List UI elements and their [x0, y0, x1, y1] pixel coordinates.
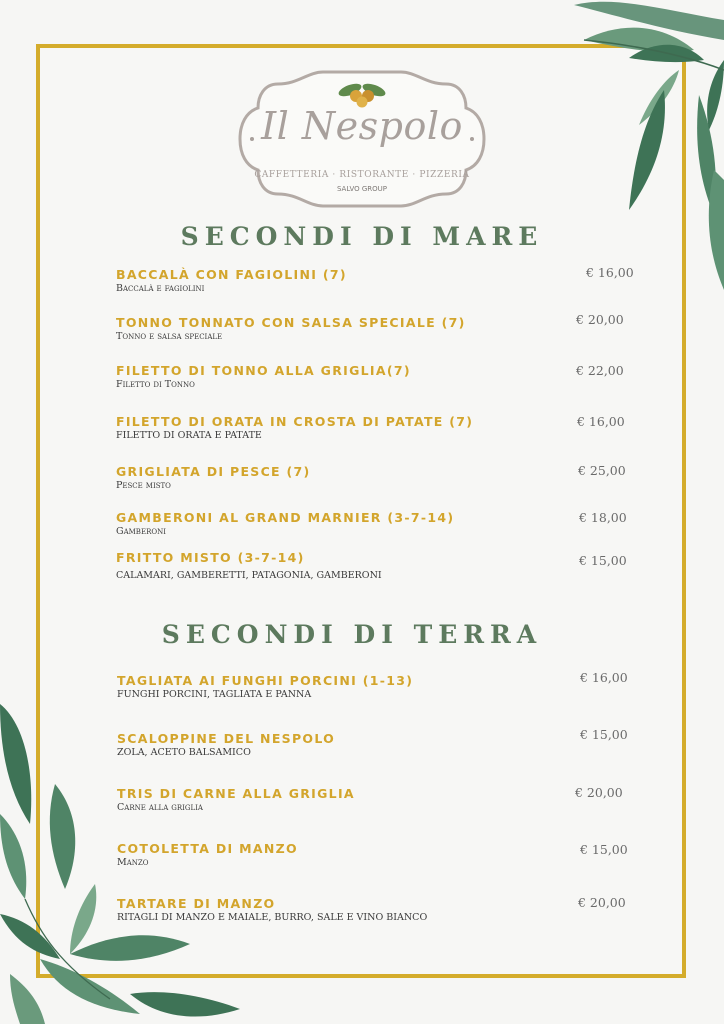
item-description: Filetto di Tonno: [116, 379, 195, 390]
logo-group: SALVO GROUP: [336, 185, 388, 193]
item-price: € 15,00: [580, 842, 628, 857]
item-name: BACCALÀ CON FAGIOLINI (7): [116, 267, 347, 282]
item-name: FILETTO DI TONNO ALLA GRIGLIA(7): [116, 363, 411, 378]
item-description: Pesce misto: [116, 480, 171, 491]
menu-item: [116, 510, 627, 537]
menu-item: [117, 895, 626, 923]
menu-item: [116, 463, 626, 491]
item-price: € 16,00: [586, 265, 634, 280]
item-name: GAMBERONI AL GRAND MARNIER (3-7-14): [116, 510, 455, 525]
item-description: Carne alla griglia: [117, 802, 203, 813]
menu-item: [116, 414, 625, 441]
item-name: TARTARE DI MANZO: [117, 896, 276, 911]
item-description: Manzo: [117, 857, 149, 868]
logo-title: Il Nespolo: [261, 104, 463, 148]
section-title-terra: SECONDI DI TERRA: [161, 620, 543, 649]
item-name: SCALOPPINE DEL NESPOLO: [117, 731, 336, 746]
logo-subtitle: CAFFETTERIA · RISTORANTE · PIZZERIA: [254, 170, 470, 180]
menu-item: [116, 312, 624, 342]
menu-item: [116, 363, 624, 390]
item-description: FILETTO DI ORATA E PATATE: [116, 430, 262, 441]
item-name: COTOLETTA DI MANZO: [117, 841, 298, 856]
item-price: € 22,00: [576, 363, 624, 378]
item-description: Baccalà e fagiolini: [116, 283, 205, 294]
item-price: € 16,00: [577, 414, 625, 429]
item-price: € 20,00: [578, 895, 626, 910]
item-name: FRITTO MISTO (3-7-14): [116, 550, 305, 565]
item-name: TRIS DI CARNE ALLA GRIGLIA: [117, 786, 355, 801]
item-description: Gamberoni: [116, 526, 166, 537]
menu-item: [117, 727, 628, 758]
item-name: GRIGLIATA DI PESCE (7): [116, 464, 311, 479]
item-price: € 20,00: [575, 785, 623, 800]
item-name: FILETTO DI ORATA IN CROSTA DI PATATE (7): [116, 414, 474, 429]
restaurant-logo: [238, 66, 486, 212]
item-name: TAGLIATA AI FUNGHI PORCINI (1-13): [117, 673, 414, 688]
menu-item: [116, 265, 634, 294]
menu-item: [117, 670, 628, 700]
item-price: € 15,00: [580, 727, 628, 742]
item-description: ZOLA, ACETO BALSAMICO: [117, 747, 251, 758]
item-description: Tonno e salsa speciale: [116, 331, 223, 342]
item-price: € 20,00: [576, 312, 624, 327]
menu-item: [117, 785, 623, 813]
item-price: € 16,00: [580, 670, 628, 685]
item-name: TONNO TONNATO CON SALSA SPECIALE (7): [116, 315, 466, 330]
leaves-decoration-top-right: [464, 0, 724, 300]
item-description: FUNGHI PORCINI, TAGLIATA E PANNA: [117, 689, 312, 700]
item-description: RITAGLI DI MANZO E MAIALE, BURRO, SALE E VINO BIANCO: [117, 912, 428, 923]
section-title-mare: SECONDI DI MARE: [180, 222, 544, 251]
item-price: € 18,00: [579, 510, 627, 525]
item-price: € 15,00: [579, 553, 627, 568]
menu-item: [117, 841, 628, 868]
item-price: € 25,00: [578, 463, 626, 478]
item-description: CALAMARI, GAMBERETTI, PATAGONIA, GAMBERONI: [116, 570, 382, 581]
menu-item: [116, 550, 627, 581]
